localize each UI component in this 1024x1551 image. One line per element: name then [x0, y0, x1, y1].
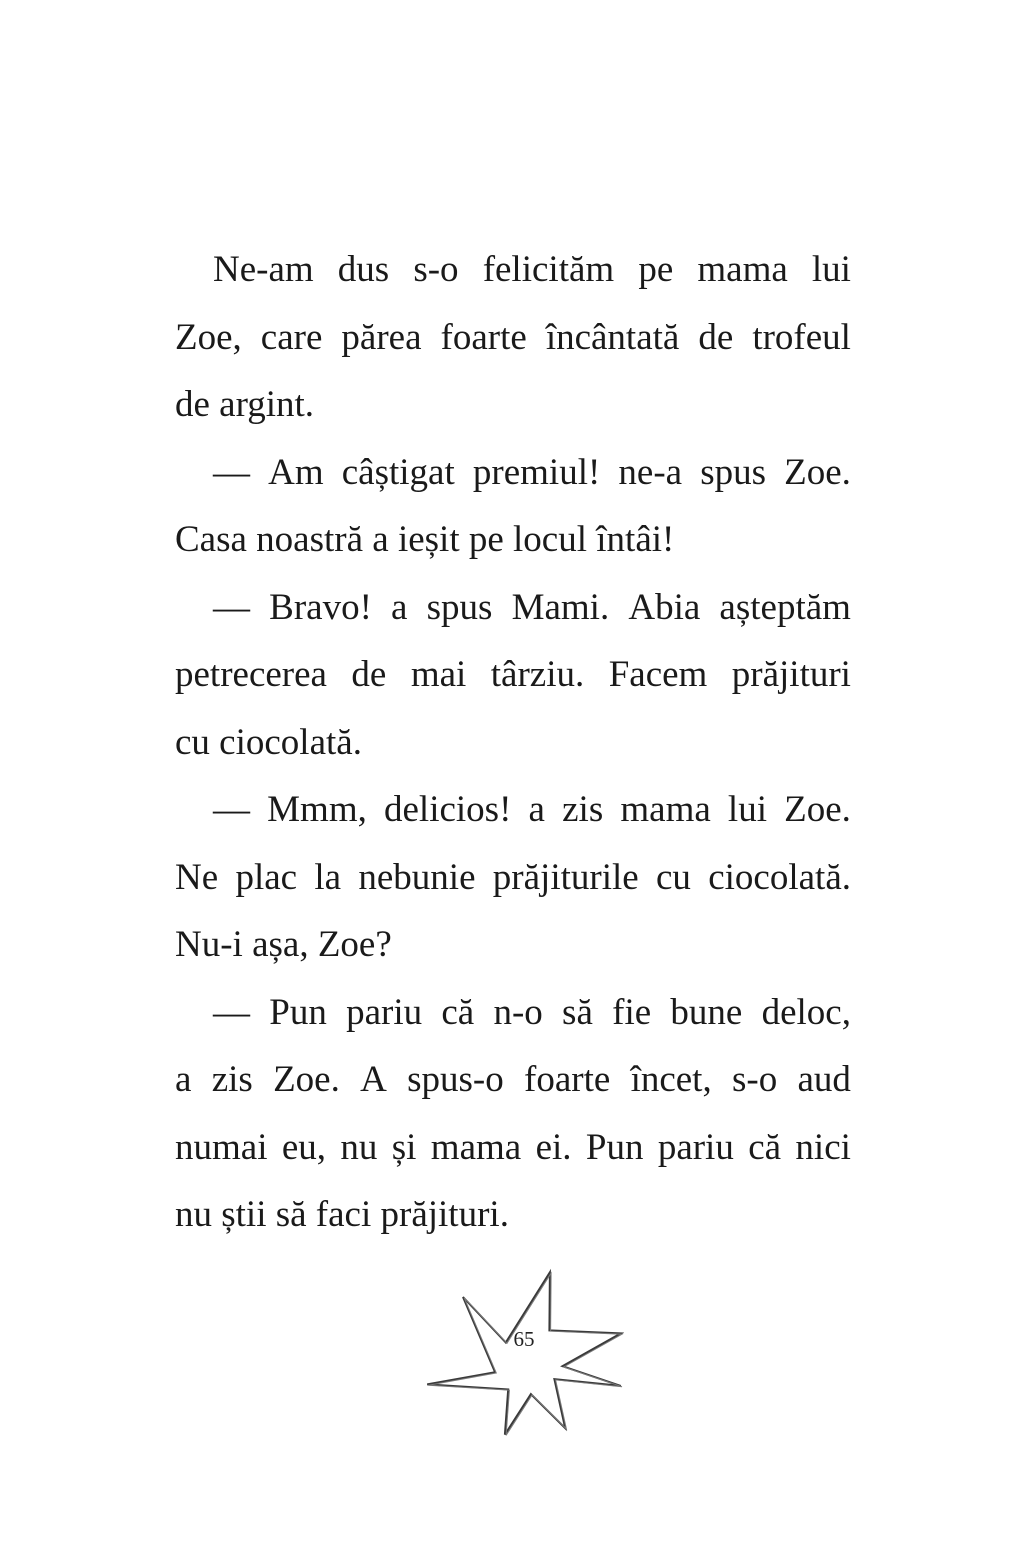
text-line: nu știi să faci prăjituri. — [175, 1194, 509, 1235]
text-line: numai eu, nu și mama ei. Pun pariu că nici — [175, 1126, 851, 1168]
text-line: — Am câștigat premiul! ne-a spus Zoe. — [213, 451, 851, 493]
text-line: Zoe, care părea foarte încântată de trofeul — [175, 316, 851, 358]
text-line: Casa noastră a ieșit pe locul întâi! — [175, 519, 675, 560]
text-line: petrecerea de mai târziu. Facem prăjituri — [175, 654, 851, 695]
text-line: cu ciocolată. — [175, 721, 362, 763]
text-line: Ne plac la nebunie prăjiturile cu ciocolată. — [175, 856, 851, 898]
text-line: — Pun pariu că n-o să fie bune deloc, — [213, 991, 851, 1033]
text-line: — Mmm, delicios! a zis mama lui Zoe. — [213, 789, 851, 830]
text-line: a zis Zoe. A spus-o foarte încet, s-o aud — [175, 1059, 851, 1100]
body-text — [175, 236, 851, 1249]
text-line: — Bravo! a spus Mami. Abia așteptăm — [213, 586, 851, 628]
text-line: de argint. — [175, 384, 315, 425]
text-line: Ne-am dus s-o felicităm pe mama lui — [213, 249, 851, 290]
page-number: 65 — [513, 1327, 535, 1351]
text-line: Nu-i așa, Zoe? — [175, 924, 392, 965]
seven-point-star-icon — [424, 1266, 624, 1466]
